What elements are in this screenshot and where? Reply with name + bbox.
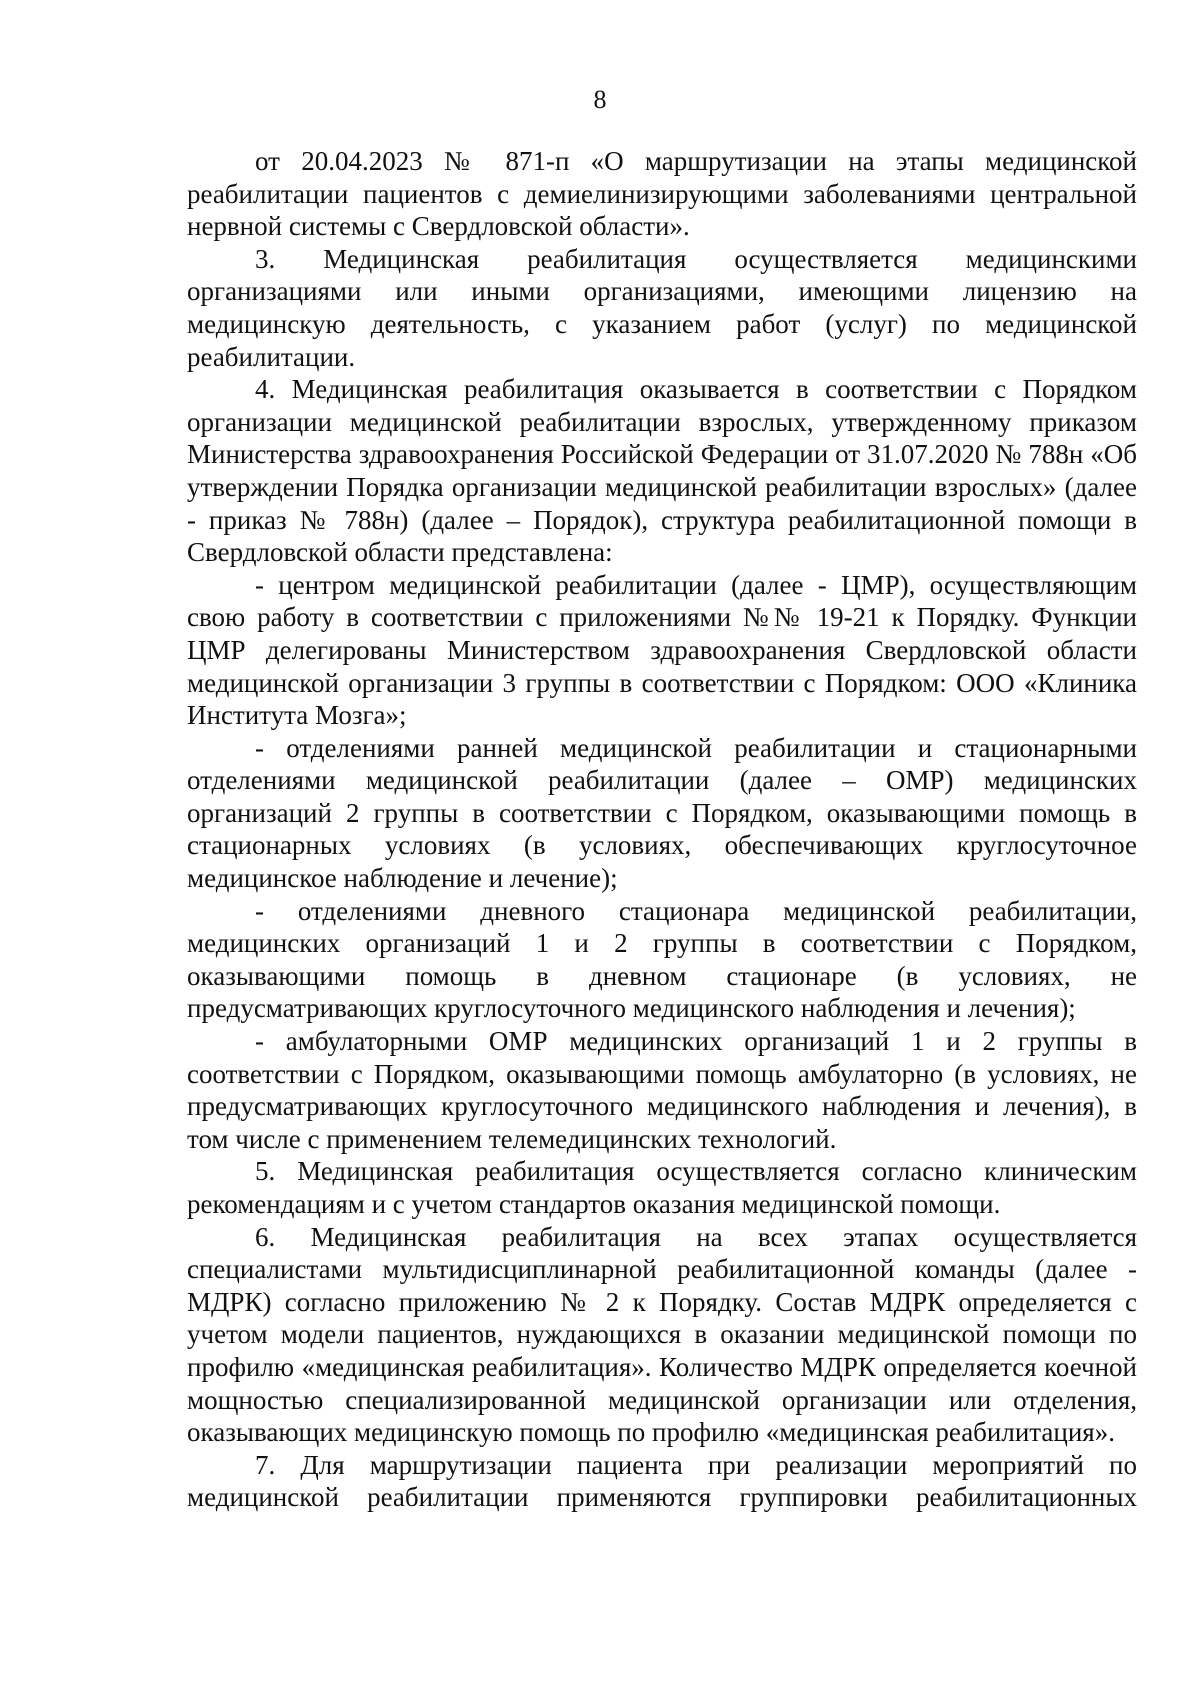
paragraph-6: 6. Медицинская реабилитация на всех этапах осуществляется специалистами мультидисциплинарной реабилитационной команды (далее - МДРК) согласно приложению № 2 к Порядку. Состав МДРК определяется с учетом модели пациентов, нуждающихся в оказании медицинской помощи по профилю «медицинская реабилитация». Количество МДРК определяется коечной мощностью специализированной медицинской организации или отделения, оказывающих медицинскую помощь по профилю «медицинская реабилитация».: [187, 1221, 1137, 1448]
list-item-outpatient: - амбулаторными ОМР медицинских организаций 1 и 2 группы в соответствии с Порядком, оказывающими помощь амбулаторно (в условиях, не предусматривающих круглосуточного медицинского наблюдения и лечения), в том числе с применением телемедицинских технологий.: [187, 1026, 1137, 1154]
list-item-stationary: - отделениями ранней медицинской реабилитации и стационарными отделениями медицинской реабилитации (далее – ОМР) медицинских организаций 2 группы в соответствии с Порядком, оказывающими помощь в стационарных условиях (в условиях, обеспечивающих круглосуточное медицинское наблюдение и лечение);: [187, 732, 1137, 894]
page-number: 8: [593, 85, 607, 114]
paragraph-4: 4. Медицинская реабилитация оказывается в соответствии с Порядком организации медицинской реабилитации взрослых, утвержденному приказом Министерства здравоохранения Российской Федерации от 31.07.2020 № 788н «Об утверждении Порядка организации медицинской реабилитации взрослых» (далее - приказ № 788н) (далее – Порядок), структура реабилитационной помощи в Свердловской области представлена:: [187, 374, 1137, 568]
list-item-day-hospital: - отделениями дневного стационара медицинской реабилитации, медицинских организаций 1 и 2 группы в соответствии с Порядком, оказывающими помощь в дневном стационаре (в условиях, не предусматривающих круглосуточного медицинского наблюдения и лечения);: [187, 895, 1137, 1024]
document-body: [187, 145, 1137, 1514]
paragraph-5: 5. Медицинская реабилитация осуществляется согласно клиническим рекомендациям и с учетом стандартов оказания медицинской помощи.: [187, 1156, 1137, 1219]
list-item-center: - центром медицинской реабилитации (далее - ЦМР), осуществляющим свою работу в соответствии с приложениями №№ 19-21 к Порядку. Функции ЦМР делегированы Министерством здравоохранения Свердловской области медицинской организации 3 группы в соответствии с Порядком: ООО «Клиника Института Мозга»;: [187, 569, 1137, 731]
paragraph-7: 7. Для маршрутизации пациента при реализации мероприятий по медицинской реабилитации применяются группировки реабилитационных: [187, 1449, 1137, 1513]
paragraph-continuation: от 20.04.2023 № 871-п «О маршрутизации на этапы медицинской реабилитации пациентов с демиелинизирующими заболеваниями центральной нервной системы с Свердловской области».: [187, 146, 1137, 242]
paragraph-3: 3. Медицинская реабилитация осуществляется медицинскими организациями или иными организациями, имеющими лицензию на медицинскую деятельность, с указанием работ (услуг) по медицинской реабилитации.: [187, 243, 1137, 372]
